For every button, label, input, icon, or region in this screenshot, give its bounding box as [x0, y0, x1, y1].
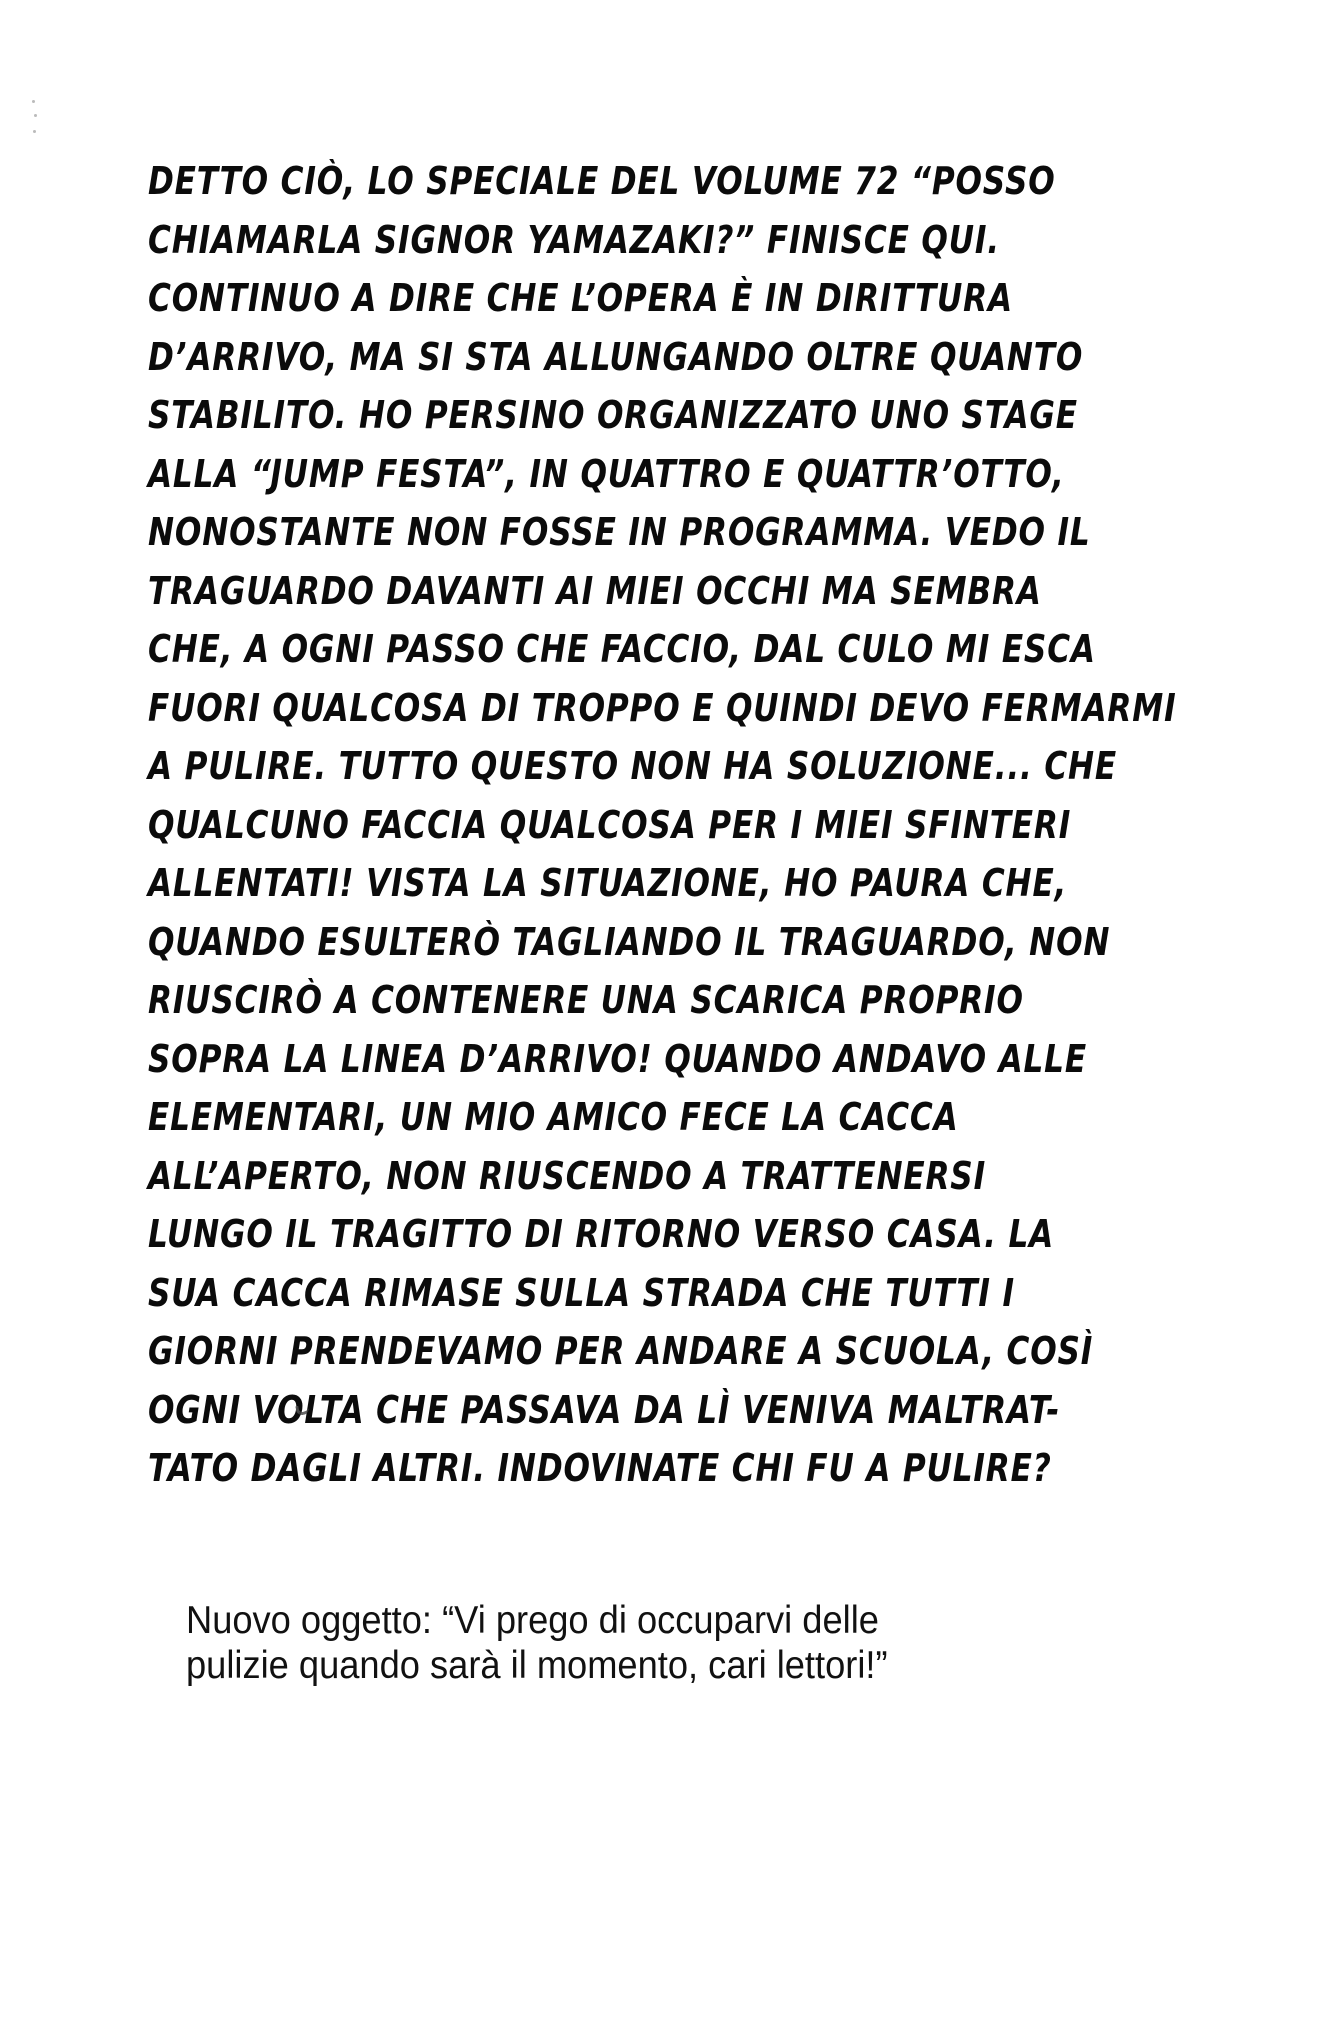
item-caption [186, 1598, 1135, 1688]
note-line: TRAGUARDO DAVANTI AI MIEI OCCHI MA SEMBRA [148, 568, 1042, 613]
note-line: NONOSTANTE NON FOSSE IN PROGRAMMA. VEDO IL [148, 510, 1091, 554]
note-line: ALL’APERTO, NON RIUSCENDO A TRATTENERSI [148, 1153, 986, 1198]
note-line: CHE, A OGNI PASSO CHE FACCIO, DAL CULO MI ESCA [148, 627, 1096, 671]
caption-line: pulizie quando sarà il momento, cari lettori!” [186, 1644, 888, 1687]
note-line: RIUSCIRÒ A CONTENERE UNA SCARICA PROPRIO [148, 978, 1024, 1022]
note-line: ELEMENTARI, UN MIO AMICO FECE LA CACCA [148, 1095, 959, 1139]
handwritten-author-note [148, 152, 1228, 1498]
note-line: TATO DAGLI ALTRI. INDOVINATE CHI FU A PULIRE? [148, 1446, 1052, 1490]
note-line: QUANDO ESULTERÒ TAGLIANDO IL TRAGUARDO, NON [148, 919, 1111, 964]
note-line: CONTINUO A DIRE CHE L’OPERA È IN DIRITTURA [148, 276, 1013, 320]
note-line: SOPRA LA LINEA D’ARRIVO! QUANDO ANDAVO ALLE [148, 1036, 1087, 1081]
note-line: STABILITO. HO PERSINO ORGANIZZATO UNO STAGE [148, 393, 1078, 437]
note-line: QUALCUNO FACCIA QUALCOSA PER I MIEI SFINTERI [148, 802, 1072, 847]
note-line: DETTO CIÒ, LO SPECIALE DEL VOLUME 72 “POSSO [148, 159, 1056, 203]
note-line: FUORI QUALCOSA DI TROPPO E QUINDI DEVO FERMARMI [148, 685, 1177, 730]
scan-specks [30, 100, 38, 140]
note-line: D’ARRIVO, MA SI STA ALLUNGANDO OLTRE QUANTO [148, 334, 1084, 379]
speck [33, 130, 36, 133]
note-line: OGNI VOLTA CHE PASSAVA DA LÌ VENIVA MALTRAT- [148, 1387, 1061, 1432]
note-line: LUNGO IL TRAGITTO DI RITORNO VERSO CASA. LA [148, 1212, 1055, 1256]
speck [34, 114, 37, 117]
note-line: CHIAMARLA SIGNOR YAMAZAKI?” FINISCE QUI. [148, 217, 1000, 262]
speck [32, 100, 35, 103]
note-line: ALLA “JUMP FESTA”, IN QUATTRO E QUATTR’OTTO, [148, 451, 1065, 496]
note-line: SUA CACCA RIMASE SULLA STRADA CHE TUTTI I [148, 1270, 1015, 1315]
note-line: A PULIRE. TUTTO QUESTO NON HA SOLUZIONE... CHE [148, 744, 1118, 788]
note-line: ALLENTATI! VISTA LA SITUAZIONE, HO PAURA CHE, [148, 861, 1068, 905]
caption-line: Nuovo oggetto: “Vi prego di occuparvi delle [186, 1599, 879, 1642]
note-line: GIORNI PRENDEVAMO PER ANDARE A SCUOLA, COSÌ [148, 1329, 1094, 1373]
